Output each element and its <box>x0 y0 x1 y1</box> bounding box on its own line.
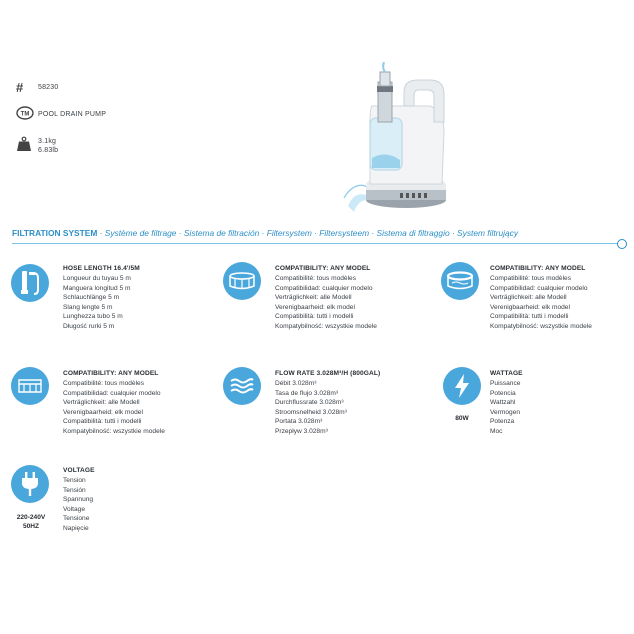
translation-line: Verenigbaarheid: elk model <box>63 408 143 416</box>
trademark-icon <box>16 106 36 122</box>
feature-heading: COMPATIBILITY: ANY MODEL <box>63 370 159 377</box>
translation-line: Schlauchlänge 5 m <box>63 294 120 301</box>
translation-line: Manguera longitud 5 m <box>63 284 131 292</box>
feature-heading: VOLTAGE <box>63 467 95 474</box>
translation-line: Voltage <box>63 505 85 513</box>
translation-line: Napięcie <box>63 524 89 532</box>
hash-icon: # <box>16 80 24 95</box>
translation-line: Puissance <box>490 380 521 387</box>
translation-line: Compatibilità: tutti i modelli <box>63 418 142 425</box>
translation-line: Verträglichkeit: alle Modell <box>63 399 140 406</box>
translation-line: Kompatybilność: wszystkie modele <box>275 322 377 330</box>
power-plug-icon <box>11 465 49 503</box>
product-name: POOL DRAIN PUMP <box>38 111 107 118</box>
feature-translations <box>63 476 93 533</box>
translation-line: Portata 3.028m³ <box>275 418 323 425</box>
filtration-divider <box>12 243 620 244</box>
translation-line: Moc <box>490 427 503 435</box>
translation-line: Verträglichkeit: alle Modell <box>275 294 352 301</box>
translation-line: Przepływ 3.028m³ <box>275 427 328 435</box>
feature-heading: WATTAGE <box>490 370 523 377</box>
divider-end-circle-icon <box>617 239 627 249</box>
translation-line: Compatibilité: tous modèles <box>490 275 571 282</box>
feature-heading: COMPATIBILITY: ANY MODEL <box>490 265 586 272</box>
translation-line: Compatibilidad: cualquier modelo <box>63 389 161 397</box>
wattage-value: 80W <box>455 415 469 422</box>
translation-line: Potencia <box>490 389 516 397</box>
feature-translations <box>63 274 131 331</box>
translation-line: Compatibilité: tous modèles <box>63 380 144 387</box>
feature-heading: FLOW RATE 3.028M³/H (800GAL) <box>275 370 381 377</box>
hose-icon <box>11 264 49 302</box>
translation-line: Tension <box>63 477 86 484</box>
translation-line: Compatibilità: tutti i modelli <box>490 313 569 320</box>
filtration-system-title <box>12 228 612 238</box>
lightning-bolt-icon <box>443 367 481 405</box>
weight-kg: 3.1kg <box>38 138 57 145</box>
weight-icon <box>16 136 36 152</box>
feature-translations <box>490 274 592 331</box>
translation-line: Długość rurki 5 m <box>63 322 115 330</box>
water-waves-icon <box>223 367 261 405</box>
translation-line: Compatibilité: tous modèles <box>275 275 356 282</box>
translation-line: Kompatybilność: wszystkie modele <box>490 322 592 330</box>
item-number: 58230 <box>38 84 59 91</box>
frame-pool-icon <box>223 262 261 300</box>
translation-line: Tasa de flujo 3.028m³ <box>275 389 339 397</box>
translation-line: Spannung <box>63 496 94 503</box>
translation-line: Compatibilidad: cualquier modelo <box>275 284 373 292</box>
translation-line: Longueur du tuyau 5 m <box>63 275 131 282</box>
voltage-value: 220-240V 50HZ <box>16 514 46 530</box>
feature-translations <box>63 379 165 436</box>
feature-translations <box>275 274 377 331</box>
translation-line: Vermogen <box>490 408 521 416</box>
feature-translations <box>490 379 520 436</box>
rectangular-pool-icon <box>11 367 49 405</box>
svg-text:TM: TM <box>20 111 30 118</box>
feature-heading: COMPATIBILITY: ANY MODEL <box>275 265 371 272</box>
inflatable-pool-icon <box>441 262 479 300</box>
feature-translations <box>275 379 347 436</box>
feature-heading: HOSE LENGTH 16.4'/5M <box>63 265 140 272</box>
translation-line: Verträglichkeit: alle Modell <box>490 294 567 301</box>
translation-line: Wattzahl <box>490 399 516 406</box>
translation-line: Kompatybilność: wszystkie modele <box>63 427 165 435</box>
weight-lb: 6.83lb <box>38 147 59 154</box>
translation-line: Stroomsnelheid 3.028m³ <box>275 408 347 416</box>
translation-line: Verenigbaarheid: elk model <box>490 303 570 311</box>
filtration-title-bold: FILTRATION SYSTEM <box>12 228 98 238</box>
translation-line: Potenza <box>490 418 515 425</box>
pump-product-image <box>334 62 454 218</box>
translation-line: Tensión <box>63 486 86 494</box>
translation-line: Durchflussrate 3.028m³ <box>275 399 344 406</box>
translation-line: Tensione <box>63 515 90 522</box>
translation-line: Compatibilità: tutti i modelli <box>275 313 354 320</box>
translation-line: Lunghezza tubo 5 m <box>63 313 123 320</box>
filtration-title-translations: · Système de filtrage · Sistema de filtración · Filtersystem · Filtersysteem · Sistema di filtraggio · System filtrujący <box>97 228 519 238</box>
translation-line: Débit 3.028m³ <box>275 380 317 387</box>
translation-line: Slang lengte 5 m <box>63 303 113 311</box>
translation-line: Compatibilidad: cualquier modelo <box>490 284 588 292</box>
translation-line: Verenigbaarheid: elk model <box>275 303 355 311</box>
